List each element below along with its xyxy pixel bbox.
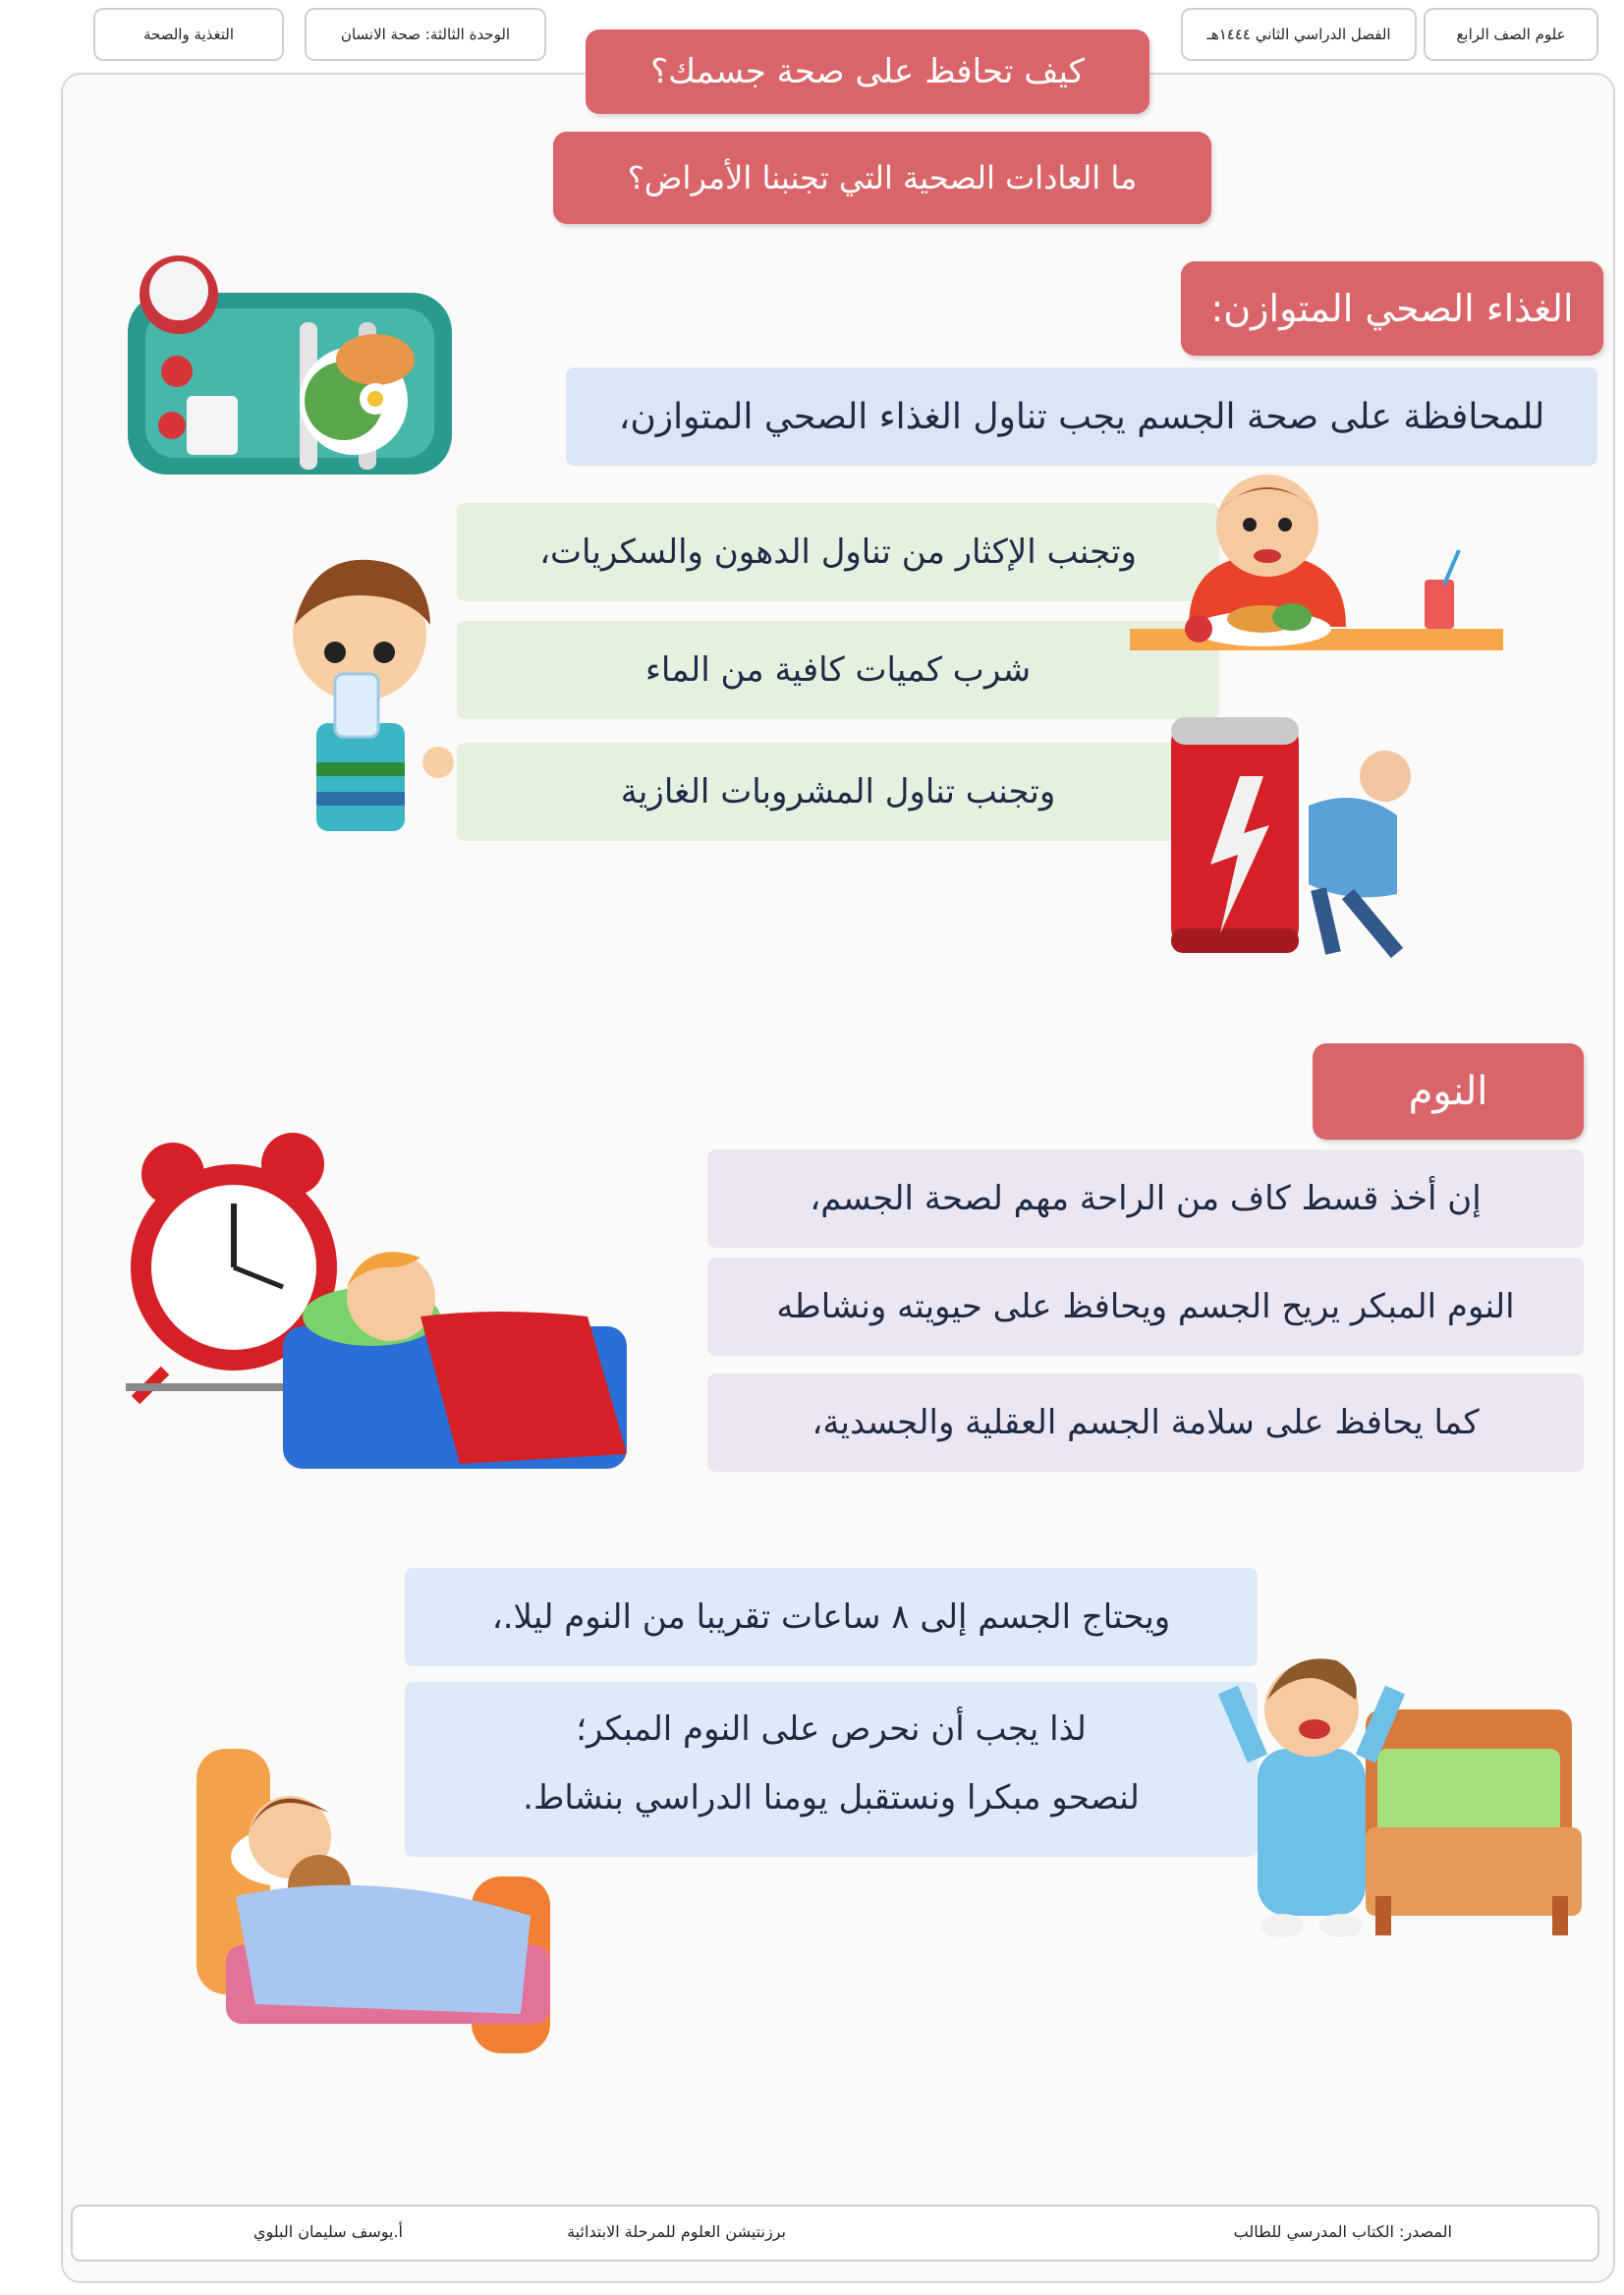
sleep-hours-text: ويحتاج الجسم إلى ٨ ساعات تقريبا من النوم ليلا.، <box>491 1597 1171 1637</box>
sleep-advice-line-2: لنصحو مبكرا ونستقبل يومنا الدراسي بنشاط. <box>523 1778 1140 1818</box>
header-grade <box>1424 8 1598 61</box>
sleeping-girl-illustration <box>196 1749 562 2063</box>
food-tray-illustration <box>118 253 464 481</box>
footer-plan: برزنتيشن العلوم للمرحلة الابتدائية <box>567 2222 786 2241</box>
footer-author: أ.يوسف سليمان البلوي <box>252 2222 403 2241</box>
sleep-hours-box <box>405 1568 1258 1666</box>
sleep-advice-line-1: لذا يجب أن نحرص على النوم المبكر؛ <box>576 1709 1087 1749</box>
food-tip-text: وتجنب الإكثار من تناول الدهون والسكريات، <box>539 532 1137 572</box>
header-semester <box>1181 8 1417 61</box>
sleep-point-text: كما يحافظ على سلامة الجسم العقلية والجسدية، <box>812 1403 1480 1442</box>
sleep-point-3 <box>707 1373 1584 1472</box>
semester-label: الفصل الدراسي الثاني ١٤٤٤هـ <box>1206 26 1391 43</box>
sleep-point-text: إن أخذ قسط كاف من الراحة مهم لصحة الجسم، <box>810 1179 1482 1218</box>
main-title <box>586 29 1149 114</box>
boy-drinking-water-illustration <box>281 546 454 831</box>
soda-can-illustration <box>1161 707 1427 963</box>
waking-boy-bed-illustration <box>1228 1631 1582 1945</box>
food-tip-text: شرب كميات كافية من الماء <box>644 650 1032 690</box>
food-heading <box>1181 261 1603 356</box>
food-heading-text: الغذاء الصحي المتوازن: <box>1210 287 1574 330</box>
food-tip-3 <box>457 743 1219 841</box>
header-lesson <box>93 8 284 61</box>
lesson-label: التغذية والصحة <box>142 26 235 43</box>
main-title-text: كيف تحافظ على صحة جسمك؟ <box>650 52 1085 91</box>
boy-eating-illustration <box>1130 462 1513 680</box>
unit-label: الوحدة الثالثة: صحة الانسان <box>340 26 511 43</box>
food-tip-2 <box>457 621 1219 719</box>
alarm-clock-sleeping-boy-illustration <box>126 1120 637 1474</box>
footer-source: المصدر: الكتاب المدرسي للطالب <box>1233 2222 1452 2241</box>
sleep-point-1 <box>707 1149 1584 1248</box>
header-unit <box>305 8 546 61</box>
sleep-point-2 <box>707 1258 1584 1356</box>
question-title <box>553 132 1211 224</box>
sleep-point-text: النوم المبكر يريح الجسم ويحافظ على حيويته ونشاطه <box>776 1287 1515 1326</box>
food-intro-text: للمحافظة على صحة الجسم يجب تناول الغذاء الصحي المتوازن، <box>618 396 1545 437</box>
sleep-heading <box>1313 1043 1584 1140</box>
grade-label: علوم الصف الرابع <box>1456 26 1566 43</box>
food-intro-box <box>566 367 1597 466</box>
question-title-text: ما العادات الصحية التي تجنبنا الأمراض؟ <box>627 159 1138 196</box>
food-tip-text: وتجنب تناول المشروبات الغازية <box>620 772 1056 812</box>
sleep-heading-text: النوم <box>1408 1069 1488 1114</box>
food-tip-1 <box>457 503 1219 601</box>
